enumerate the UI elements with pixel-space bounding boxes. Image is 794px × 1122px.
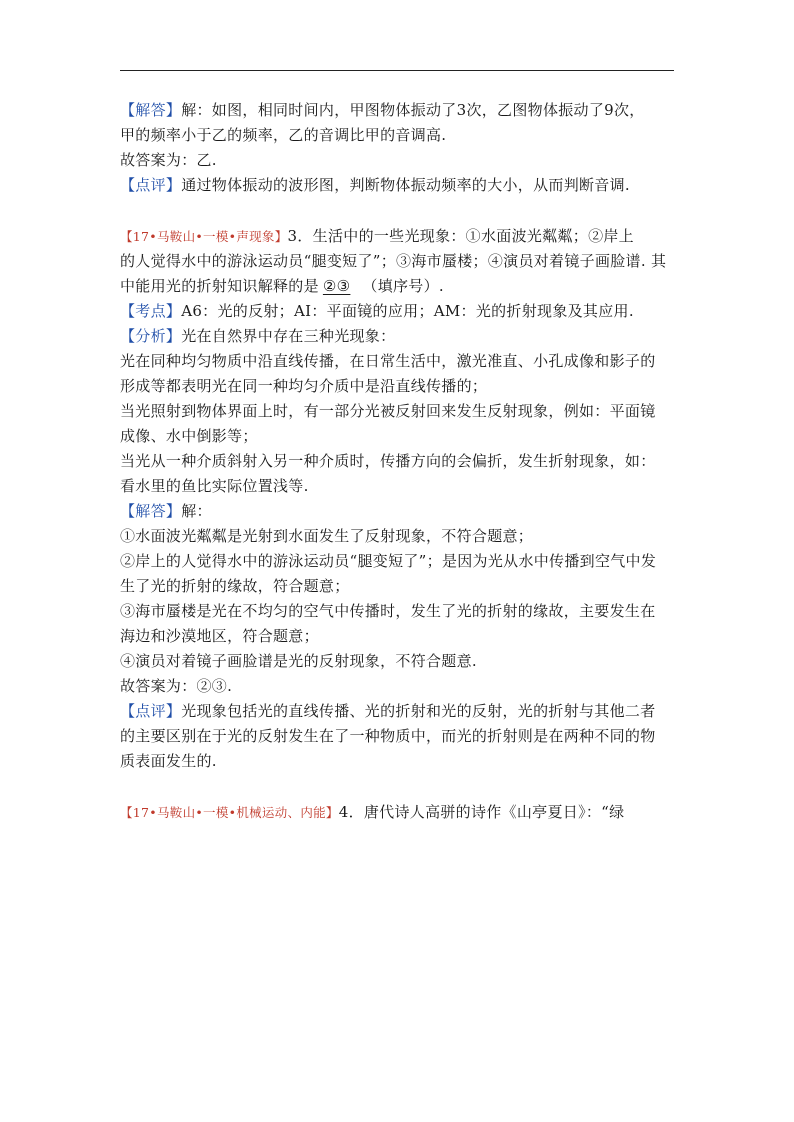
q3-jieda-line: ①水面波光粼粼是光射到水面发生了反射现象，不符合题意； bbox=[120, 527, 534, 545]
question-source-tag: 【17•马鞍山•一模•声现象】 bbox=[120, 229, 288, 244]
q4-stem-line bbox=[120, 800, 680, 825]
question-source-tag: 【17•马鞍山•一模•机械运动、内能】 bbox=[120, 805, 339, 820]
dianping-text: 光现象包括光的直线传播、光的折射和光的反射，光的折射与其他二者 bbox=[181, 702, 656, 720]
document-body bbox=[120, 98, 680, 825]
q2-jieda-line bbox=[120, 98, 680, 123]
question-stem-text: 4．唐代诗人高骈的诗作《山亭夏日》：“绿 bbox=[338, 803, 625, 821]
kaodian-text: A6：光的反射；AI：平面镜的应用；AM：光的折射现象及其应用. bbox=[181, 302, 634, 320]
q3-fenxi-line bbox=[120, 324, 680, 349]
dianping-tag: 【点评】 bbox=[120, 702, 182, 720]
q2-answer-line: 故答案为：乙. bbox=[120, 151, 217, 169]
q3-fenxi-line: 成像、水中倒影等； bbox=[120, 427, 258, 445]
q3-dianping-line: 的主要区别在于光的反射发生在了一种物质中，而光的折射则是在两种不同的物 bbox=[120, 727, 656, 745]
q3-fenxi-line: 当光照射到物体界面上时，有一部分光被反射回来发生反射现象，例如：平面镜 bbox=[120, 402, 656, 420]
jieda-tag: 【解答】 bbox=[120, 502, 182, 520]
jieda-tag: 【解答】 bbox=[120, 101, 182, 119]
fenxi-tag: 【分析】 bbox=[120, 327, 182, 345]
fenxi-text: 光在自然界中存在三种光现象： bbox=[181, 327, 396, 345]
jieda-text: 解：如图，相同时间内，甲图物体振动了3次，乙图物体振动了9次， bbox=[181, 101, 645, 119]
answer-blank: ②③ bbox=[322, 277, 351, 295]
q3-answer-line: 故答案为：②③. bbox=[120, 677, 233, 695]
q3-jieda-line: ④演员对着镜子画脸谱是光的反射现象，不符合题意. bbox=[120, 652, 477, 670]
q3-jieda-line: 生了光的折射的缘故，符合题意； bbox=[120, 577, 350, 595]
q3-jieda-line: ②岸上的人觉得水中的游泳运动员“腿变短了”；是因为光从水中传播到空气中发 bbox=[120, 552, 657, 570]
question-stem-text: 3．生活中的一些光现象：①水面波光粼粼；②岸上 bbox=[287, 227, 634, 245]
kaodian-tag: 【考点】 bbox=[120, 302, 182, 320]
q3-fenxi-line: 光在同种均匀物质中沿直线传播，在日常生活中，激光准直、小孔成像和影子的 bbox=[120, 352, 656, 370]
q2-jieda-line: 甲的频率小于乙的频率，乙的音调比甲的音调高. bbox=[120, 126, 447, 144]
q3-stem-line bbox=[120, 274, 680, 299]
q3-jieda-line: 海边和沙漠地区，符合题意； bbox=[120, 627, 319, 645]
spacer bbox=[120, 198, 680, 224]
q3-kaodian-line bbox=[120, 299, 680, 324]
q3-jieda-line: ③海市蜃楼是光在不均匀的空气中传播时，发生了光的折射的缘故，主要发生在 bbox=[120, 602, 656, 620]
q3-dianping-line: 质表面发生的. bbox=[120, 752, 217, 770]
header-rule bbox=[120, 70, 674, 71]
jieda-text: 解： bbox=[181, 502, 212, 520]
question-stem-text: （填序号）. bbox=[362, 277, 444, 295]
q3-fenxi-line: 形成等都表明光在同一种均匀介质中是沿直线传播的； bbox=[120, 377, 488, 395]
dianping-text: 通过物体振动的波形图，判断物体振动频率的大小，从而判断音调. bbox=[181, 176, 630, 194]
dianping-tag: 【点评】 bbox=[120, 176, 182, 194]
q3-jieda-line bbox=[120, 499, 680, 524]
spacer bbox=[120, 774, 680, 800]
q3-stem-line: 的人觉得水中的游泳运动员“腿变短了”；③海市蜃楼；④演员对着镜子画脸谱. 其 bbox=[120, 252, 667, 270]
q3-fenxi-line: 看水里的鱼比实际位置浅等. bbox=[120, 477, 309, 495]
question-stem-text: 中能用光的折射知识解释的是 bbox=[120, 277, 319, 295]
q3-stem-line bbox=[120, 224, 680, 249]
q2-dianping-line bbox=[120, 173, 680, 198]
q3-dianping-line bbox=[120, 699, 680, 724]
q3-fenxi-line: 当光从一种介质斜射入另一种介质时，传播方向的会偏折，发生折射现象，如： bbox=[120, 452, 656, 470]
